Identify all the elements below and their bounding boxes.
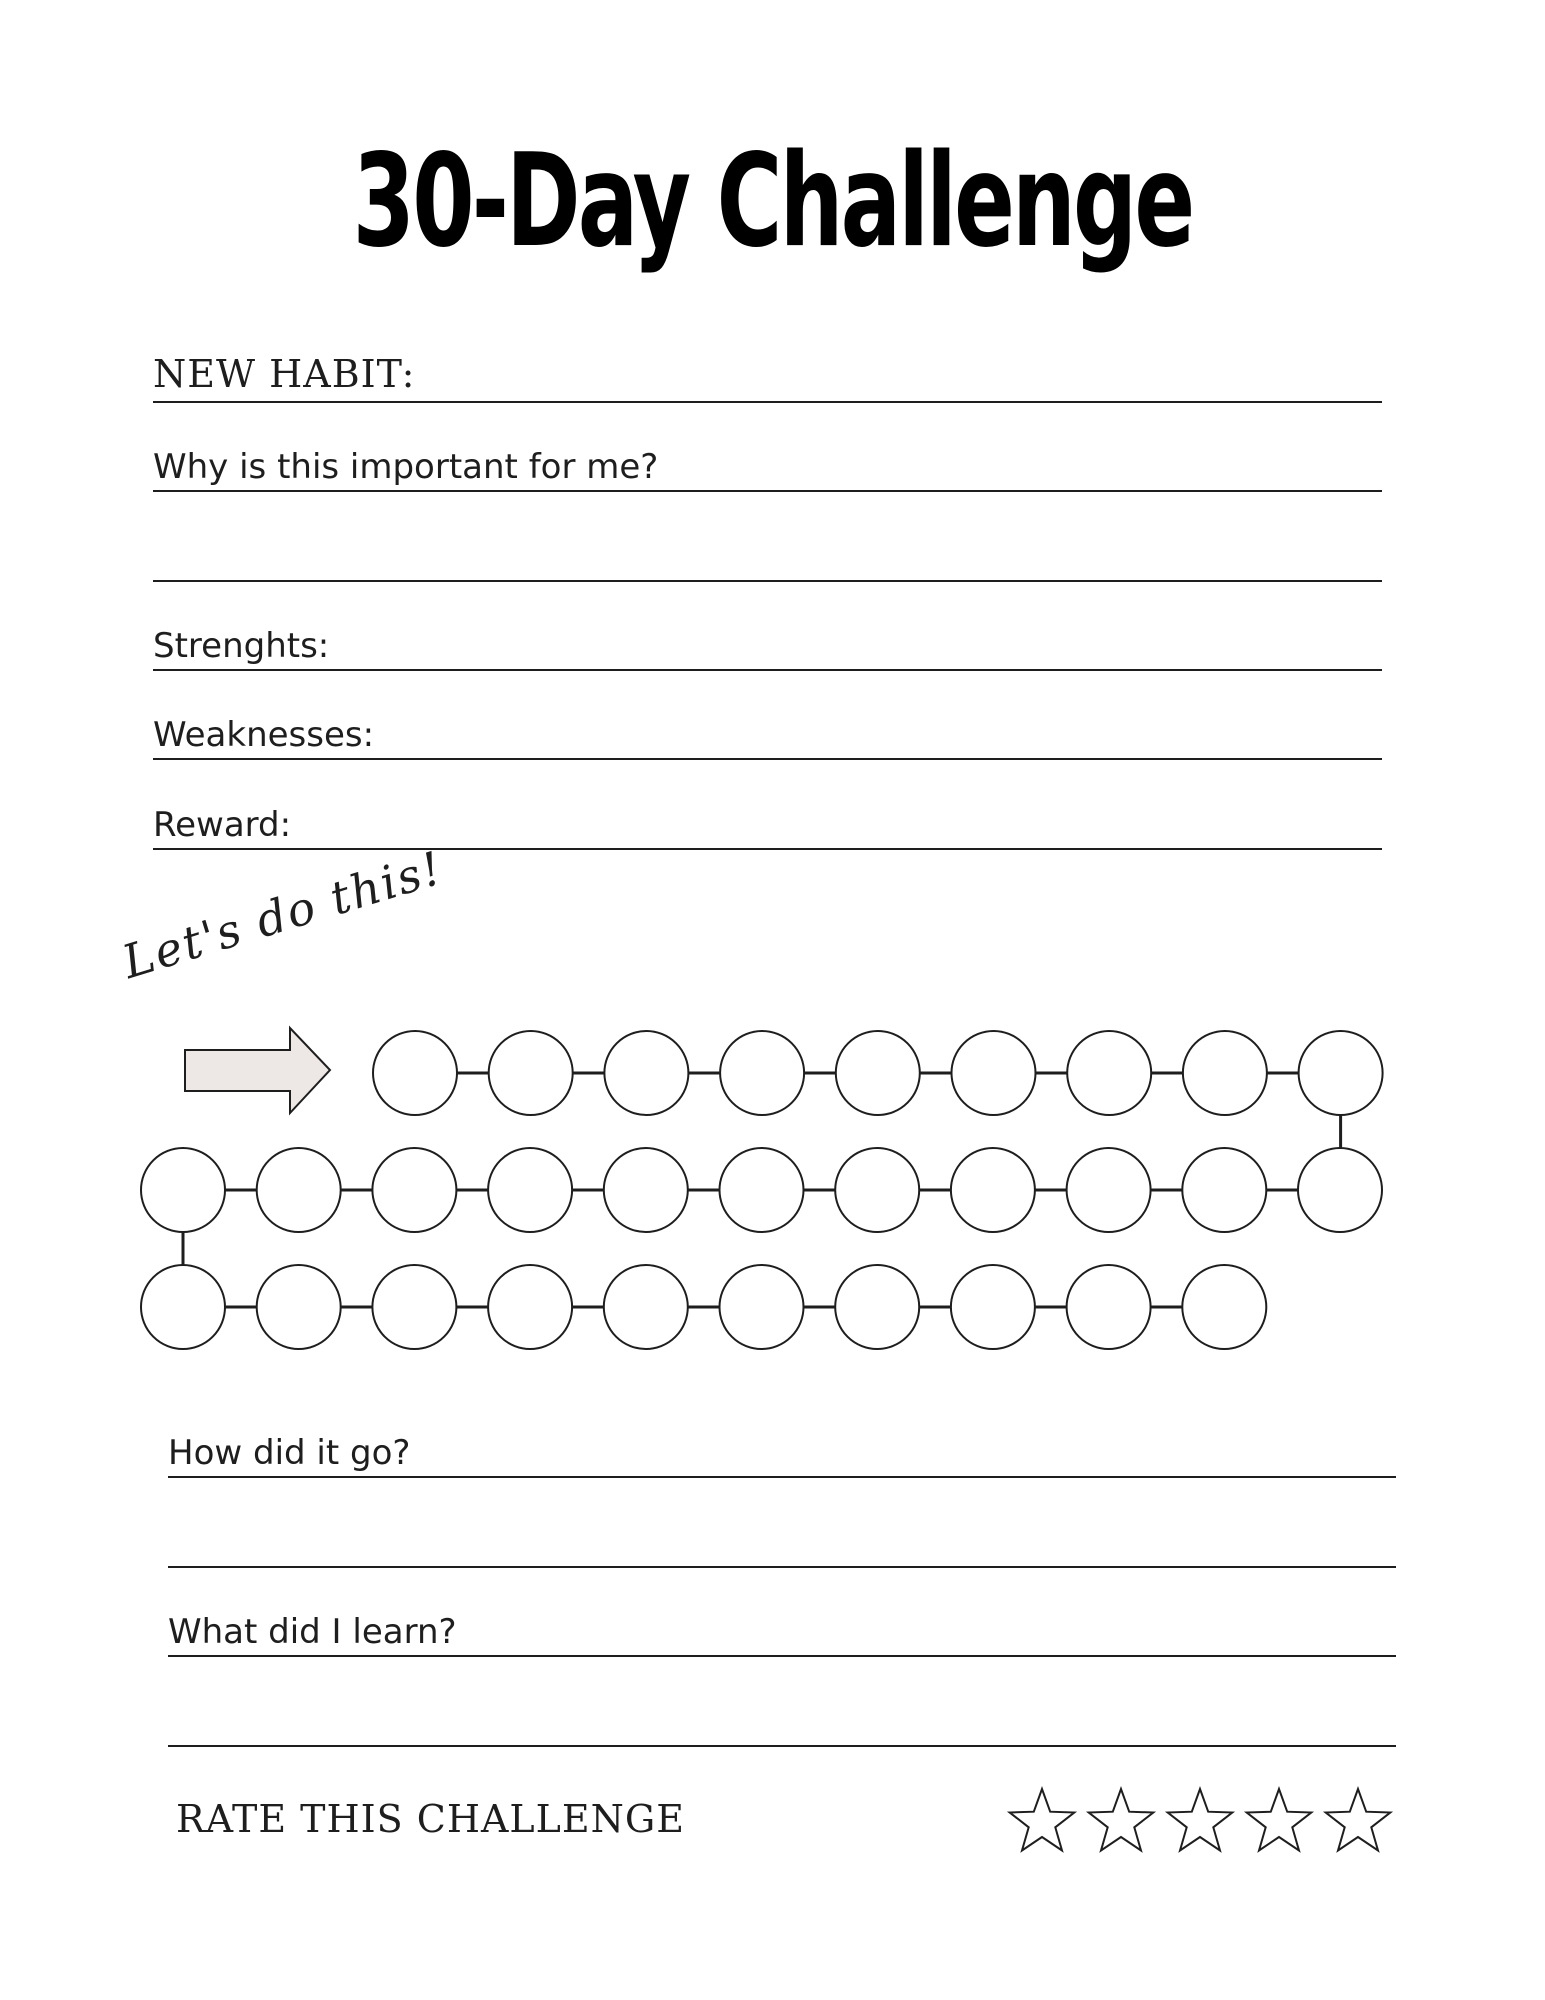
day-circle-9[interactable] [1299, 1031, 1383, 1115]
motivation-script: Let's do this! [116, 840, 450, 989]
day-circle-24[interactable] [488, 1265, 572, 1349]
day-circle-12[interactable] [372, 1148, 456, 1232]
day-circle-16[interactable] [835, 1148, 919, 1232]
day-circle-28[interactable] [951, 1265, 1035, 1349]
start-arrow-icon [185, 1028, 330, 1113]
day-circle-30[interactable] [1182, 1265, 1266, 1349]
strengths-label: Strenghts: [153, 626, 330, 666]
what-learned-field[interactable] [168, 1605, 1396, 1745]
what-learned-label: What did I learn? [168, 1612, 457, 1652]
why-important-label: Why is this important for me? [153, 447, 659, 487]
day-circle-14[interactable] [604, 1148, 688, 1232]
day-circle-8[interactable] [1183, 1031, 1267, 1115]
what-learned-rule-2 [168, 1745, 1396, 1747]
day-circle-6[interactable] [952, 1031, 1036, 1115]
day-circle-21[interactable] [141, 1265, 225, 1349]
day-circle-5[interactable] [836, 1031, 920, 1115]
how-did-it-go-label: How did it go? [168, 1433, 411, 1473]
day-circle-7[interactable] [1067, 1031, 1151, 1115]
day-circle-18[interactable] [1067, 1148, 1151, 1232]
rating-star-icon-4[interactable] [1247, 1789, 1312, 1851]
weaknesses-label: Weaknesses: [153, 715, 375, 755]
day-circle-1[interactable] [373, 1031, 457, 1115]
day-circle-2[interactable] [489, 1031, 573, 1115]
rating-star-icon-5[interactable] [1326, 1789, 1391, 1851]
how-did-it-go-field[interactable] [168, 1426, 1396, 1566]
day-circle-3[interactable] [604, 1031, 688, 1115]
day-circle-29[interactable] [1067, 1265, 1151, 1349]
day-circle-22[interactable] [257, 1265, 341, 1349]
day-circle-26[interactable] [720, 1265, 804, 1349]
how-did-it-go-rule [168, 1476, 1396, 1478]
day-circle-19[interactable] [1182, 1148, 1266, 1232]
new-habit-label: NEW HABIT: [153, 352, 416, 396]
day-circle-25[interactable] [604, 1265, 688, 1349]
rating-star-icon-1[interactable] [1010, 1789, 1075, 1851]
day-circle-27[interactable] [835, 1265, 919, 1349]
day-circle-13[interactable] [488, 1148, 572, 1232]
page-title: 30-Day Challenge [352, 127, 1193, 276]
rating-star-icon-2[interactable] [1089, 1789, 1154, 1851]
how-did-it-go-rule-2 [168, 1566, 1396, 1568]
day-circle-4[interactable] [720, 1031, 804, 1115]
rate-challenge-label: RATE THIS CHALLENGE [176, 1797, 685, 1841]
what-learned-rule [168, 1655, 1396, 1657]
day-circle-17[interactable] [951, 1148, 1035, 1232]
day-circle-11[interactable] [257, 1148, 341, 1232]
day-circle-15[interactable] [720, 1148, 804, 1232]
rating-star-icon-3[interactable] [1168, 1789, 1233, 1851]
day-circle-20[interactable] [1298, 1148, 1382, 1232]
day-circle-10[interactable] [141, 1148, 225, 1232]
day-circle-23[interactable] [372, 1265, 456, 1349]
reward-label: Reward: [153, 805, 292, 845]
